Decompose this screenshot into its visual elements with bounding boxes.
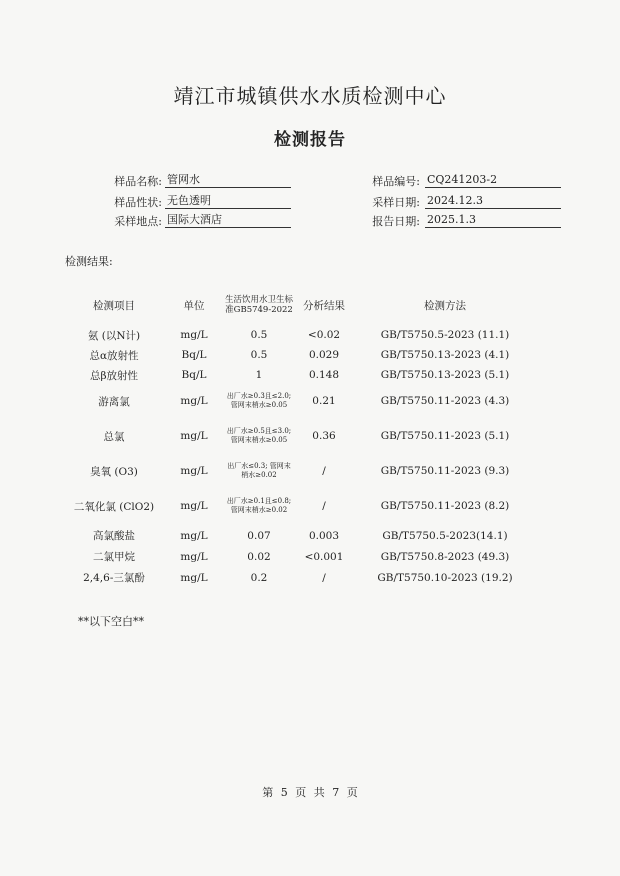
col-header-standard: 生活饮用水卫生标准GB5749-2022	[225, 295, 294, 315]
sample-state-label: 样品性状:	[114, 196, 162, 209]
cell-unit: Bq/L	[181, 369, 207, 381]
cell-method: GB/T5750.11-2023 (9.3)	[380, 465, 510, 477]
sampling-date-label-wrap	[340, 194, 420, 210]
cell-standard: 0.02	[247, 550, 271, 563]
results-header-row	[65, 285, 535, 325]
cell-method: GB/T5750.11-2023 (5.1)	[380, 430, 510, 442]
cell-result: 0.029	[308, 349, 340, 361]
cell-standard: 0.5	[250, 329, 268, 341]
cell-standard: 出厂水≥0.5且≤3.0; 管网末梢水≥0.05	[226, 427, 292, 444]
table-row	[65, 365, 535, 385]
cell-result: <0.001	[304, 550, 344, 563]
table-row	[65, 546, 535, 567]
cell-method: GB/T5750.10-2023 (19.2)	[377, 571, 513, 584]
sample-number-value: CQ241203-2	[425, 172, 561, 188]
cell-unit: mg/L	[180, 430, 208, 442]
cell-unit: mg/L	[180, 329, 208, 341]
cell-method: GB/T5750.5-2023(14.1)	[382, 529, 508, 542]
cell-result: 0.36	[312, 430, 336, 442]
cell-item: 高氯酸盐	[93, 530, 135, 542]
table-row	[65, 325, 535, 345]
organization-name: 靖江市城镇供水水质检测中心	[173, 84, 447, 108]
sampling-date-value: 2024.12.3	[425, 193, 561, 209]
cell-method: GB/T5750.13-2023 (5.1)	[380, 369, 510, 381]
cell-item: 二氧化氯 (ClO2)	[73, 500, 155, 513]
cell-unit: mg/L	[180, 500, 208, 512]
cell-item: 总氯	[103, 430, 125, 443]
sample-name-label: 样品名称:	[114, 175, 162, 188]
sampling-date-label: 采样日期:	[372, 196, 420, 209]
cell-standard: 出厂水≥0.1且≤0.8; 管网末梢水≥0.02	[226, 497, 292, 514]
sampling-location-label: 采样地点:	[114, 215, 162, 228]
cell-standard: 1	[255, 369, 263, 381]
cell-method: GB/T5750.13-2023 (4.1)	[380, 349, 510, 361]
col-header-item: 检测项目	[93, 299, 135, 312]
col-header-unit: 单位	[183, 299, 205, 312]
sampling-location-value: 国际大酒店	[165, 212, 291, 228]
cell-result: /	[322, 500, 326, 512]
cell-item: 总α放射性	[89, 349, 139, 362]
cell-unit: mg/L	[180, 395, 208, 407]
col-header-result: 分析结果	[303, 299, 345, 312]
cell-method: GB/T5750.11-2023 (4.3)	[380, 395, 510, 407]
cell-item: 游离氯	[98, 395, 130, 408]
cell-result: 0.003	[308, 529, 340, 542]
sample-name-value: 管网水	[165, 172, 291, 188]
cell-item: 2,4,6-三氯酚	[83, 572, 145, 584]
cell-result: /	[322, 571, 326, 584]
results-section-label: 检测结果:	[65, 255, 113, 268]
cell-item: 臭氧 (O3)	[90, 465, 138, 478]
results-table	[65, 285, 535, 588]
sample-state-value: 无色透明	[165, 193, 291, 209]
table-row	[65, 345, 535, 365]
cell-standard: 出厂水≥0.3且≤2.0; 管网末梢水≥0.05	[226, 392, 292, 409]
report-title: 检测报告	[274, 130, 346, 150]
report-date-label-wrap	[340, 213, 420, 229]
table-row	[65, 525, 535, 546]
cell-item: 氨 (以N计)	[87, 329, 141, 342]
cell-method: GB/T5750.11-2023 (8.2)	[380, 500, 510, 512]
cell-standard: 0.07	[247, 529, 271, 542]
cell-unit: mg/L	[180, 465, 208, 477]
sample-state-label-wrap	[60, 194, 162, 210]
cell-standard: 0.5	[250, 349, 268, 361]
cell-standard: 0.2	[250, 571, 268, 584]
cell-unit: mg/L	[180, 529, 208, 542]
cell-unit: mg/L	[180, 571, 208, 584]
cell-unit: Bq/L	[181, 349, 207, 361]
table-row	[65, 567, 535, 588]
table-row	[65, 455, 535, 487]
cell-result: 0.21	[312, 395, 336, 407]
sample-number-label: 样品编号:	[372, 175, 420, 188]
table-row	[65, 385, 535, 417]
report-date-label: 报告日期:	[372, 215, 420, 228]
table-row	[65, 417, 535, 455]
page-number: 第 5 页 共 7 页	[262, 786, 358, 799]
results-body	[65, 325, 535, 588]
cell-result: 0.148	[308, 369, 340, 381]
sampling-location-label-wrap	[60, 213, 162, 229]
table-row	[65, 487, 535, 525]
cell-standard: 出厂水≤0.3; 管网末梢水≥0.02	[227, 462, 291, 479]
end-note: **以下空白**	[78, 615, 144, 628]
cell-unit: mg/L	[180, 550, 208, 563]
cell-result: /	[322, 465, 326, 477]
sample-name-label-wrap	[60, 173, 162, 189]
cell-result: <0.02	[307, 329, 341, 341]
report-date-value: 2025.1.3	[425, 212, 561, 228]
cell-method: GB/T5750.5-2023 (11.1)	[380, 329, 510, 341]
cell-item: 二氯甲烷	[93, 551, 135, 563]
cell-item: 总β放射性	[89, 369, 139, 382]
col-header-method: 检测方法	[424, 299, 466, 312]
sample-number-label-wrap	[340, 173, 420, 189]
cell-method: GB/T5750.8-2023 (49.3)	[380, 550, 510, 563]
